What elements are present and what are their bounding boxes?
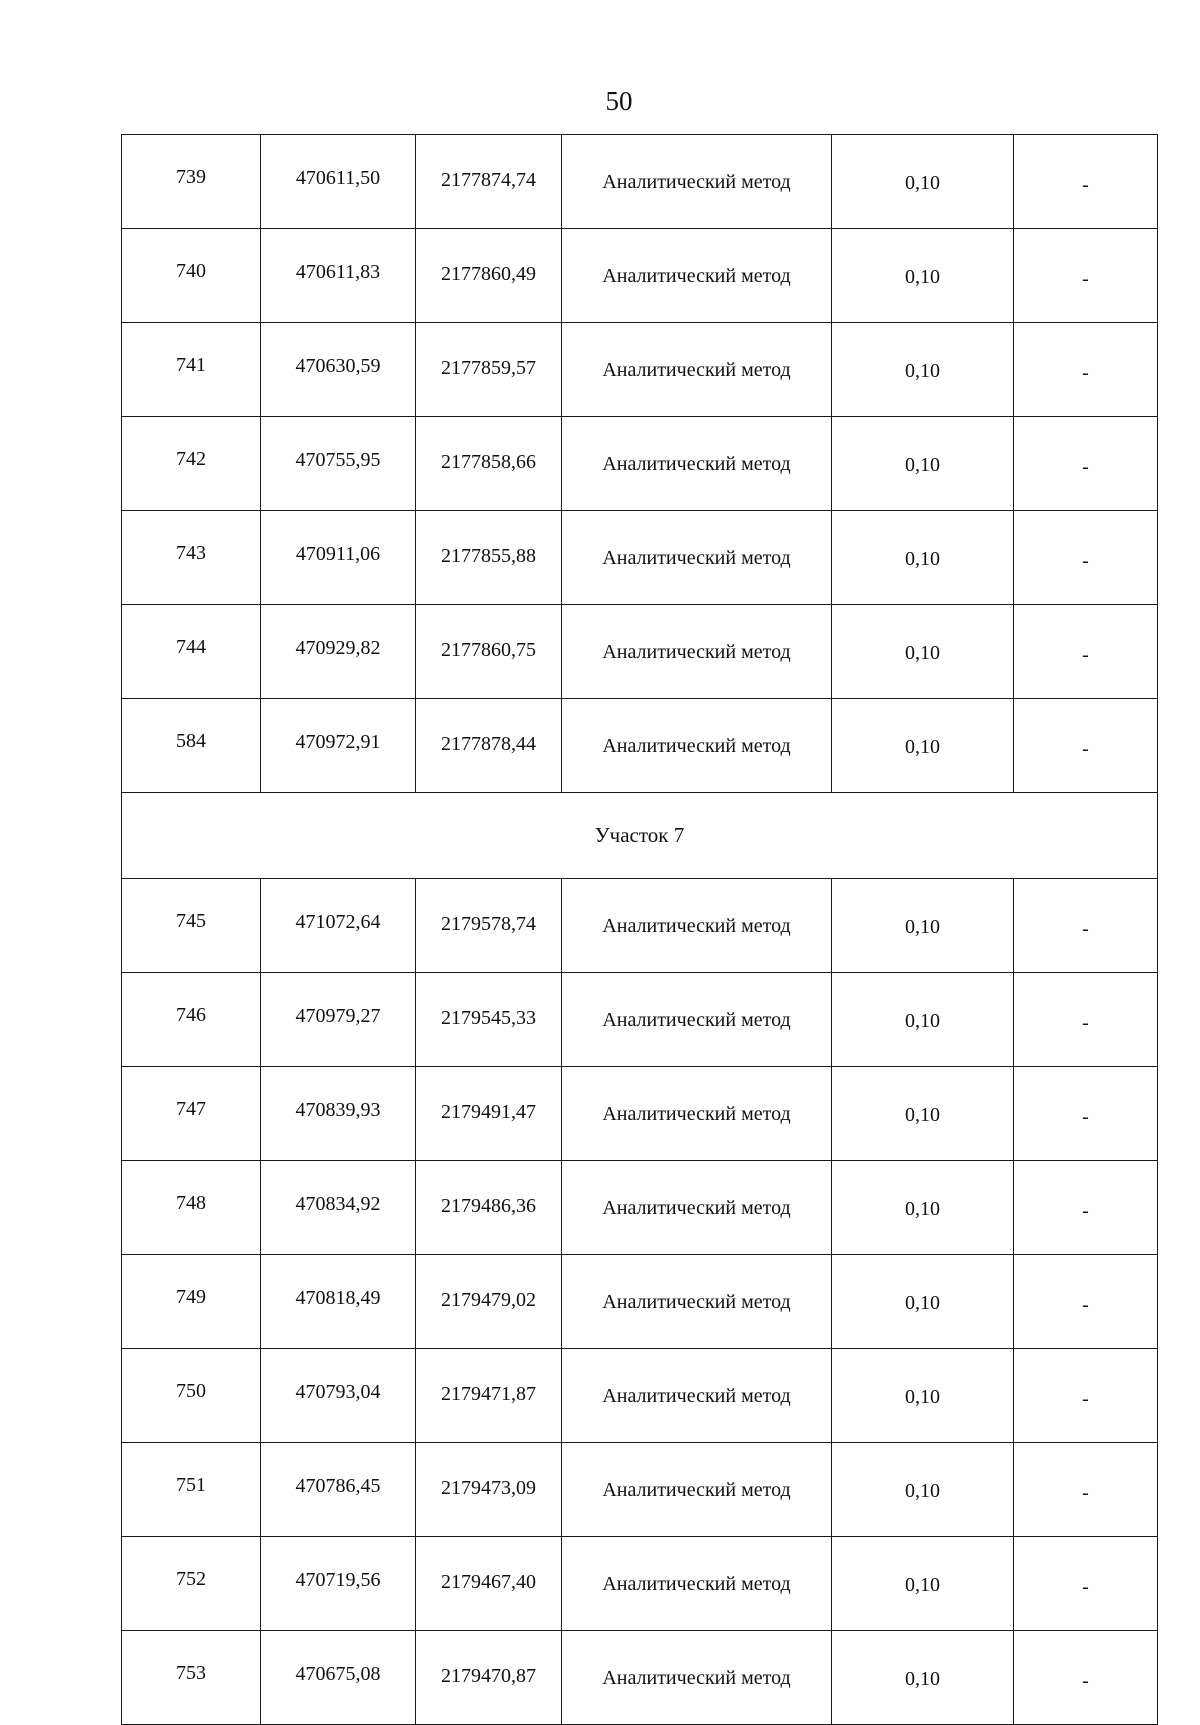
point-number-cell: 742 [122,417,261,511]
note-cell: - [1014,605,1158,699]
note-cell: - [1014,699,1158,793]
y-coordinate-cell: 2179467,40 [416,1537,562,1631]
accuracy-cell: 0,10 [832,1255,1014,1349]
method-cell: Аналитический метод [562,1067,832,1161]
accuracy-cell: 0,10 [832,1443,1014,1537]
x-coordinate-cell: 470979,27 [261,973,416,1067]
y-coordinate-cell: 2179473,09 [416,1443,562,1537]
point-number-cell: 744 [122,605,261,699]
accuracy-cell: 0,10 [832,1161,1014,1255]
method-cell: Аналитический метод [562,973,832,1067]
point-number-cell: 753 [122,1631,261,1725]
y-coordinate-cell: 2177855,88 [416,511,562,605]
note-cell: - [1014,417,1158,511]
section-label: Участок 7 [122,793,1158,879]
table-row [122,1255,1158,1349]
method-cell: Аналитический метод [562,323,832,417]
method-cell: Аналитический метод [562,699,832,793]
table-row [122,511,1158,605]
table-row [122,1067,1158,1161]
table-row [122,135,1158,229]
method-cell: Аналитический метод [562,1255,832,1349]
accuracy-cell: 0,10 [832,1631,1014,1725]
note-cell: - [1014,1537,1158,1631]
method-cell: Аналитический метод [562,511,832,605]
y-coordinate-cell: 2177860,49 [416,229,562,323]
method-cell: Аналитический метод [562,605,832,699]
x-coordinate-cell: 470911,06 [261,511,416,605]
point-number-cell: 750 [122,1349,261,1443]
x-coordinate-cell: 470755,95 [261,417,416,511]
accuracy-cell: 0,10 [832,605,1014,699]
point-number-cell: 740 [122,229,261,323]
table-row [122,699,1158,793]
y-coordinate-cell: 2177874,74 [416,135,562,229]
point-number-cell: 739 [122,135,261,229]
point-number-cell: 745 [122,879,261,973]
accuracy-cell: 0,10 [832,1349,1014,1443]
point-number-cell: 752 [122,1537,261,1631]
table-row [122,1631,1158,1725]
note-cell: - [1014,1161,1158,1255]
note-cell: - [1014,879,1158,973]
accuracy-cell: 0,10 [832,229,1014,323]
method-cell: Аналитический метод [562,229,832,323]
x-coordinate-cell: 470839,93 [261,1067,416,1161]
x-coordinate-cell: 470675,08 [261,1631,416,1725]
section-row [122,793,1158,879]
y-coordinate-cell: 2179486,36 [416,1161,562,1255]
y-coordinate-cell: 2179471,87 [416,1349,562,1443]
page-number: 50 [605,86,633,116]
table-row [122,879,1158,973]
x-coordinate-cell: 470611,50 [261,135,416,229]
y-coordinate-cell: 2177878,44 [416,699,562,793]
note-cell: - [1014,511,1158,605]
accuracy-cell: 0,10 [832,1537,1014,1631]
x-coordinate-cell: 470929,82 [261,605,416,699]
table-row [122,1161,1158,1255]
y-coordinate-cell: 2177859,57 [416,323,562,417]
y-coordinate-cell: 2177858,66 [416,417,562,511]
method-cell: Аналитический метод [562,1443,832,1537]
point-number-cell: 746 [122,973,261,1067]
method-cell: Аналитический метод [562,1161,832,1255]
accuracy-cell: 0,10 [832,135,1014,229]
accuracy-cell: 0,10 [832,973,1014,1067]
x-coordinate-cell: 470818,49 [261,1255,416,1349]
point-number-cell: 741 [122,323,261,417]
method-cell: Аналитический метод [562,417,832,511]
method-cell: Аналитический метод [562,135,832,229]
accuracy-cell: 0,10 [832,323,1014,417]
table-row [122,1349,1158,1443]
accuracy-cell: 0,10 [832,1067,1014,1161]
method-cell: Аналитический метод [562,1631,832,1725]
method-cell: Аналитический метод [562,1537,832,1631]
y-coordinate-cell: 2179479,02 [416,1255,562,1349]
point-number-cell: 743 [122,511,261,605]
accuracy-cell: 0,10 [832,511,1014,605]
method-cell: Аналитический метод [562,1349,832,1443]
x-coordinate-cell: 470793,04 [261,1349,416,1443]
accuracy-cell: 0,10 [832,417,1014,511]
note-cell: - [1014,1631,1158,1725]
coordinates-table [121,134,1158,1725]
note-cell: - [1014,135,1158,229]
note-cell: - [1014,229,1158,323]
table-row [122,229,1158,323]
y-coordinate-cell: 2179470,87 [416,1631,562,1725]
x-coordinate-cell: 470611,83 [261,229,416,323]
point-number-cell: 584 [122,699,261,793]
coordinates-table-body [122,135,1158,1725]
y-coordinate-cell: 2179491,47 [416,1067,562,1161]
x-coordinate-cell: 470972,91 [261,699,416,793]
accuracy-cell: 0,10 [832,879,1014,973]
table-row [122,417,1158,511]
table-row [122,323,1158,417]
point-number-cell: 747 [122,1067,261,1161]
x-coordinate-cell: 470630,59 [261,323,416,417]
note-cell: - [1014,1067,1158,1161]
y-coordinate-cell: 2179545,33 [416,973,562,1067]
table-row [122,1537,1158,1631]
table-row [122,973,1158,1067]
x-coordinate-cell: 470834,92 [261,1161,416,1255]
x-coordinate-cell: 470786,45 [261,1443,416,1537]
note-cell: - [1014,973,1158,1067]
note-cell: - [1014,1443,1158,1537]
y-coordinate-cell: 2177860,75 [416,605,562,699]
point-number-cell: 751 [122,1443,261,1537]
accuracy-cell: 0,10 [832,699,1014,793]
table-row [122,1443,1158,1537]
note-cell: - [1014,323,1158,417]
method-cell: Аналитический метод [562,879,832,973]
point-number-cell: 748 [122,1161,261,1255]
x-coordinate-cell: 470719,56 [261,1537,416,1631]
point-number-cell: 749 [122,1255,261,1349]
table-row [122,605,1158,699]
x-coordinate-cell: 471072,64 [261,879,416,973]
note-cell: - [1014,1349,1158,1443]
y-coordinate-cell: 2179578,74 [416,879,562,973]
note-cell: - [1014,1255,1158,1349]
